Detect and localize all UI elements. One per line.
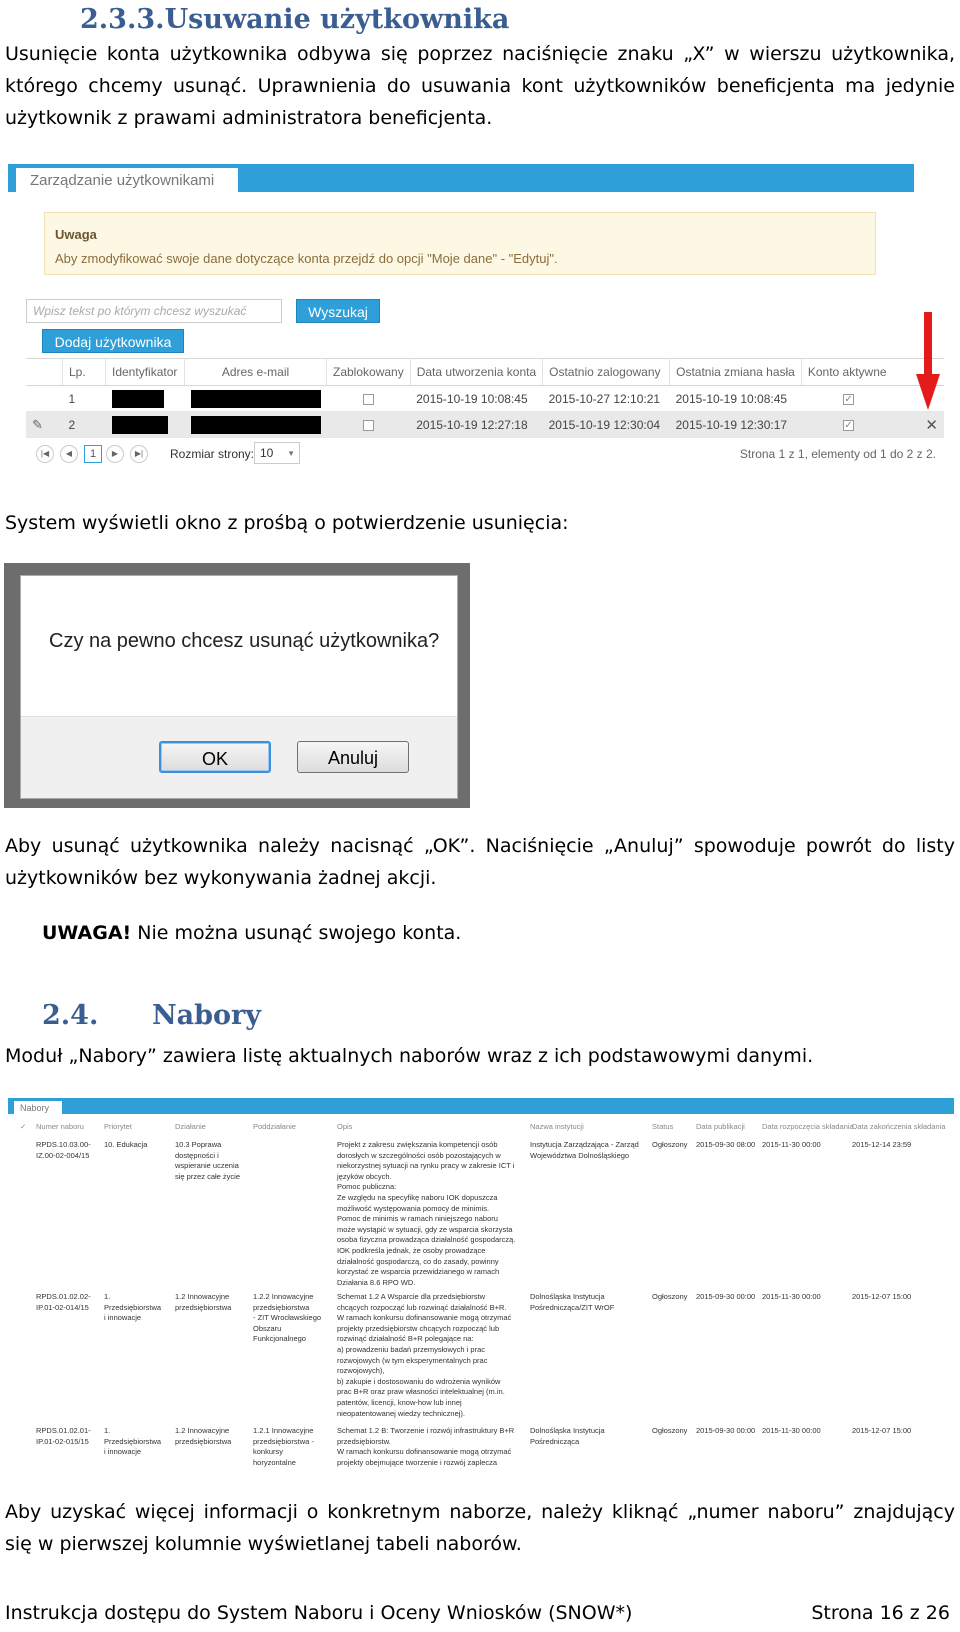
cell-action: 10.3 Poprawa dostępności i wspieranie uczenia się przez całe życie xyxy=(175,1140,241,1181)
last-page-icon[interactable]: ▶| xyxy=(130,445,148,463)
section-title: Nabory xyxy=(152,1000,261,1031)
intro-paragraph: Usunięcie konta użytkownika odbywa się poprzez naciśnięcie znaku „X” w wierszu użytkownika, którego chcemy usunąć. Uprawnienia do usuwania kont użytkowników beneficjenta ma jedynie użytkownik z prawami administratora beneficjenta. xyxy=(5,43,955,129)
notice-box xyxy=(44,212,876,275)
column-header[interactable]: Opis xyxy=(337,1122,353,1131)
cell-description: Projekt z zakresu zwiększania kompetencji osób dorosłych w szczególności osób pozostających w niekorzystnej sytuacji na rynku pracy w zakresie ICT i języków obcych. Pomoc publiczna: Ze względu na specyfikę naboru IOK dopuszcza możliwość występowania pomocy de minimis. Pomoc de minimis w ramach niniejszego naboru może wystąpić w sytuacji, gdy ze wsparcia skorzysta osoba fizyczna prowadząca działalność gospodarczą. IOK podkreśla jednak, że osoby prowadzące działalność gospodarczą, co do zasady, powinny korzystać ze wsparcia przewidzianego w ramach Działania 8.6 RPO WD. xyxy=(337,1140,516,1287)
row-last-login: 2015-10-27 12:10:21 xyxy=(543,386,670,412)
footer-page-number: Strona 16 z 26 xyxy=(811,1602,950,1624)
cell-start-date: 2015-11-30 00:00 xyxy=(762,1426,821,1435)
cell-publication-date: 2015-09-30 00:00 xyxy=(696,1426,756,1435)
cell-status: Ogłoszony xyxy=(652,1292,688,1301)
row-password-change: 2015-10-19 10:08:45 xyxy=(670,386,802,412)
redacted-email xyxy=(191,390,321,408)
cell-start-date: 2015-11-30 00:00 xyxy=(762,1140,821,1149)
redacted-email xyxy=(191,416,321,434)
search-input[interactable]: Wpisz tekst po którym chcesz wyszukać xyxy=(26,299,282,323)
cell-institution: Dolnośląska Instytucja Pośrednicząca xyxy=(530,1426,605,1446)
column-header[interactable]: Ostatnio zalogowany xyxy=(543,359,670,386)
cell-status: Ogłoszony xyxy=(652,1140,688,1149)
dialog-footer xyxy=(21,716,457,798)
cell-priority: 1. Przedsiębiorstwa i innowacje xyxy=(104,1426,162,1457)
cell-end-date: 2015-12-07 15:00 xyxy=(852,1426,912,1435)
cell-subaction: 1.2.1 Innowacyjne przedsiębiorstwa - konkursy horyzontalne xyxy=(253,1426,314,1467)
cell-description: Schemat 1.2 B: Tworzenie i rozwój infrastruktury B+R przedsiębiorstw. W ramach konkursu dofinansowanie mogą otrzymać projekty obejmujące tworzenie i rozwój zaplecza xyxy=(337,1426,515,1467)
column-header[interactable]: Konto aktywne xyxy=(801,359,896,386)
dialog-screenshot xyxy=(4,563,470,808)
nabory-intro: Moduł „Nabory” zawiera listę aktualnych naborów wraz z ich podstawowymi danymi. xyxy=(5,1045,814,1067)
row-password-change: 2015-10-19 12:30:17 xyxy=(670,412,802,438)
blocked-checkbox[interactable] xyxy=(363,420,374,431)
cell-publication-date: 2015-09-30 08:00 xyxy=(696,1140,756,1149)
column-header[interactable]: Priorytet xyxy=(104,1122,132,1131)
add-user-button[interactable]: Dodaj użytkownika xyxy=(42,329,184,353)
table-row[interactable] xyxy=(26,386,944,412)
nabory-header-bar xyxy=(8,1098,954,1114)
tab-users-management[interactable]: Zarządzanie użytkownikami xyxy=(16,168,238,192)
row-lp: 2 xyxy=(63,412,106,438)
cell-status: Ogłoszony xyxy=(652,1426,688,1435)
next-page-icon[interactable]: ▶ xyxy=(106,445,124,463)
table-header xyxy=(26,359,944,386)
active-checkbox[interactable]: ✓ xyxy=(844,419,853,431)
redacted-identifier xyxy=(112,416,168,434)
cell-end-date: 2015-12-07 15:00 xyxy=(852,1292,912,1301)
column-header[interactable]: Lp. xyxy=(63,359,106,386)
column-header[interactable]: Ostatnia zmiana hasła xyxy=(670,359,802,386)
section-heading xyxy=(42,998,261,1034)
notice-title: Uwaga xyxy=(55,227,97,242)
column-header[interactable]: Numer naboru xyxy=(36,1122,84,1131)
table-row[interactable] xyxy=(16,1426,956,1476)
page-size-select[interactable] xyxy=(254,442,300,464)
dialog-question: Czy na pewno chcesz usunąć użytkownika? xyxy=(49,630,440,652)
row-created: 2015-10-19 12:27:18 xyxy=(410,412,542,438)
first-page-icon[interactable]: |◀ xyxy=(36,445,54,463)
section-heading xyxy=(80,2,509,38)
closing-paragraph: Aby uzyskać więcej informacji o konkretnym naborze, należy kliknąć „numer naboru” znajdujący się w pierwszej kolumnie wyświetlanej tabeli naborów. xyxy=(5,1501,955,1555)
table-row[interactable] xyxy=(26,412,944,438)
pager xyxy=(26,440,944,472)
redacted-identifier xyxy=(112,390,164,408)
section-number: 2.3.3. xyxy=(80,4,165,35)
column-header[interactable]: Identyfikator xyxy=(106,359,185,386)
table-row[interactable] xyxy=(16,1292,956,1422)
page-size-value: 10 xyxy=(260,446,274,460)
recruitment-number-link[interactable]: RPDS.01.02.01- IP.01-02-015/15 xyxy=(36,1426,91,1446)
delete-icon[interactable]: ✕ xyxy=(896,412,944,438)
section-title: Usuwanie użytkownika xyxy=(164,4,510,35)
blocked-checkbox[interactable] xyxy=(363,394,374,405)
red-arrow-annotation xyxy=(916,312,940,410)
cell-priority: 1. Przedsiębiorstwa i innowacje xyxy=(104,1292,162,1323)
column-header[interactable]: Nazwa instytucji xyxy=(530,1122,584,1131)
row-created: 2015-10-19 10:08:45 xyxy=(410,386,542,412)
column-header[interactable]: Data zakończenia składania xyxy=(852,1122,946,1131)
users-table xyxy=(26,358,944,438)
tab-nabory[interactable]: Nabory xyxy=(14,1101,62,1115)
confirm-dialog xyxy=(20,575,458,799)
chevron-down-icon: ▼ xyxy=(287,449,295,458)
row-lp: 1 xyxy=(63,386,106,412)
column-header[interactable]: Poddziałanie xyxy=(253,1122,296,1131)
ok-button[interactable]: OK xyxy=(159,741,271,773)
prev-page-icon[interactable]: ◀ xyxy=(60,445,78,463)
warning-label: UWAGA! xyxy=(42,922,132,944)
current-page[interactable]: 1 xyxy=(84,445,102,463)
page-size-label: Rozmiar strony: xyxy=(170,447,255,461)
after-dialog-paragraph: Aby usunąć użytkownika należy nacisnąć „OK”. Naciśnięcie „Anuluj” spowoduje powrót do listy użytkowników bez wykonywania żadnej akcji. xyxy=(5,835,955,889)
cell-action: 1.2 Innowacyjne przedsiębiorstwa xyxy=(175,1426,232,1446)
column-header[interactable]: Adres e-mail xyxy=(185,359,327,386)
page-info: Strona 1 z 1, elementy od 1 do 2 z 2. xyxy=(739,447,936,461)
cell-institution: Instytucja Zarządzająca - Zarząd Województwa Dolnośląskiego xyxy=(530,1140,639,1160)
cell-publication-date: 2015-09-30 00:00 xyxy=(696,1292,756,1301)
notice-text: Aby zmodyfikować swoje dane dotyczące konta przejdź do opcji "Moje dane" - "Edytuj". xyxy=(55,251,558,266)
cell-priority: 10. Edukacja xyxy=(104,1140,148,1149)
row-last-login: 2015-10-19 12:30:04 xyxy=(543,412,670,438)
warning-text: Nie można usunąć swojego konta. xyxy=(131,922,462,944)
cell-start-date: 2015-11-30 00:00 xyxy=(762,1292,821,1301)
cell-action: 1.2 Innowacyjne przedsiębiorstwa xyxy=(175,1292,232,1312)
footer-left: Instrukcja dostępu do System Naboru i Oceny Wniosków (SNOW*) xyxy=(5,1602,633,1624)
column-header[interactable]: Data rozpoczęcia składania xyxy=(762,1122,854,1131)
confirm-intro: System wyświetli okno z prośbą o potwierdzenie usunięcia: xyxy=(5,512,569,534)
column-header[interactable]: Zablokowany xyxy=(327,359,411,386)
column-header[interactable]: Status xyxy=(652,1122,674,1131)
edit-icon[interactable]: ✎ xyxy=(26,412,63,438)
cell-institution: Dolnośląska Instytucja Pośrednicząca/ZIT WrOF xyxy=(530,1292,615,1312)
cell-subaction: 1.2.2 Innowacyjne przedsiębiorstwa - ZIT Wrocławskiego Obszaru Funkcjonalnego xyxy=(253,1292,322,1344)
cell-description: Schemat 1.2 A Wsparcie dla przedsiębiorstw chcących rozpocząć lub rozwinąć działalność B+R. W ramach konkursu dofinansowanie mogą otrzymać projekty przedsiębiorstw chcących rozpocząć lub rozwinąć działalność B+R polegające na: a) prowadzeniu badań przemysłowych i prac rozwojowych (w tym eksperymentalnych prac rozwojowych), b) zakupie i dostosowaniu do wdrożenia wyników prac B+R oraz praw własności intelektualnej (m.in. patentów, licencji, know-how lub innej nieopatentowanej wiedzy technicznej). xyxy=(337,1292,512,1418)
select-all-icon[interactable]: ✓ xyxy=(20,1122,27,1131)
recruitment-number-link[interactable]: RPDS.10.03.00- IZ.00-02-004/15 xyxy=(36,1140,91,1160)
column-header[interactable]: Data utworzenia konta xyxy=(410,359,542,386)
cancel-button[interactable]: Anuluj xyxy=(297,741,409,773)
recruitment-number-link[interactable]: RPDS.01.02.02- IP.01-02-014/15 xyxy=(36,1292,91,1312)
column-header[interactable]: Działanie xyxy=(175,1122,206,1131)
section-number: 2.4. xyxy=(42,1000,99,1031)
active-checkbox[interactable]: ✓ xyxy=(844,393,853,405)
column-header[interactable]: Data publikacji xyxy=(696,1122,745,1131)
search-button[interactable]: Wyszukaj xyxy=(296,299,380,323)
warning-note xyxy=(42,917,461,949)
cell-end-date: 2015-12-14 23:59 xyxy=(852,1140,912,1149)
